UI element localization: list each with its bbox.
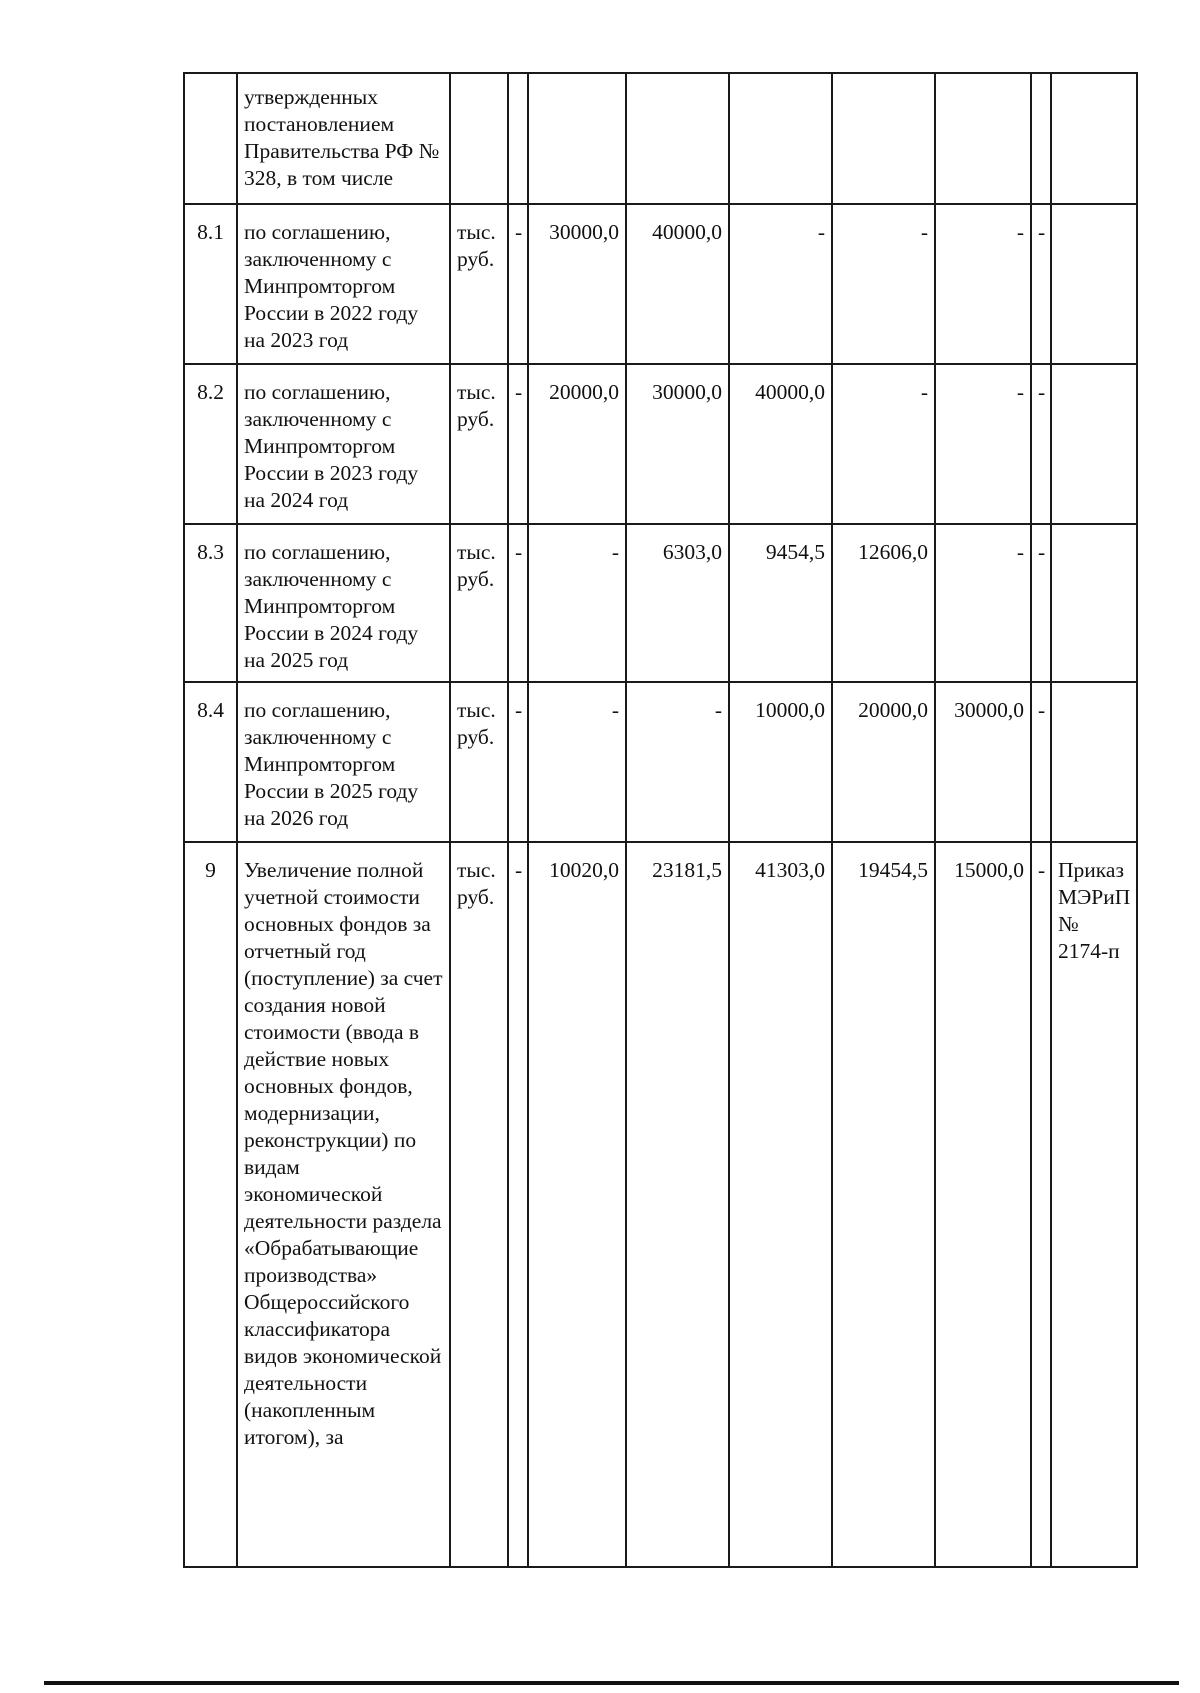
cell-col5: 12606,0 xyxy=(832,524,935,682)
cell-col1: - xyxy=(508,364,528,524)
row-description: Увеличение полной учетной стоимости основных фондов за отчетный год (поступление) за счет создания новой стоимости (ввода в действие новых основных фондов, модернизации, реконструкции) по видам экономической деятельности раздела «Обрабатывающие производства» Общероссийского классификатора видов экономической деятельности (накопленным итогом), за xyxy=(237,842,450,1567)
cell-col2: 30000,0 xyxy=(528,204,626,364)
cell-col5: - xyxy=(832,204,935,364)
row-description: утвержденных постановлением Правительства РФ № 328, в том числе xyxy=(237,73,450,204)
table-row xyxy=(184,524,1137,682)
cell-col1: - xyxy=(508,204,528,364)
cell-col7: - xyxy=(1031,524,1051,682)
row-source xyxy=(1051,682,1137,842)
cell-col6: - xyxy=(935,524,1031,682)
row-unit: тыс. руб. xyxy=(450,524,508,682)
cell-col7: - xyxy=(1031,204,1051,364)
cell-col2: 20000,0 xyxy=(528,364,626,524)
cell-col5: 19454,5 xyxy=(832,842,935,1567)
row-description: по соглашению, заключенному с Минпромторгом России в 2024 году на 2025 год xyxy=(237,524,450,682)
row-index: 8.3 xyxy=(184,524,237,682)
row-description: по соглашению, заключенному с Минпромторгом России в 2022 году на 2023 год xyxy=(237,204,450,364)
page-footer-rule xyxy=(44,1681,1179,1685)
cell-col7 xyxy=(1031,73,1051,204)
row-index: 9 xyxy=(184,842,237,1567)
cell-col6: 30000,0 xyxy=(935,682,1031,842)
cell-col1: - xyxy=(508,842,528,1567)
cell-col4: - xyxy=(729,204,832,364)
row-index xyxy=(184,73,237,204)
row-index: 8.1 xyxy=(184,204,237,364)
row-source xyxy=(1051,204,1137,364)
row-unit: тыс. руб. xyxy=(450,364,508,524)
cell-col2: - xyxy=(528,524,626,682)
cell-col3 xyxy=(626,73,729,204)
indicator-table xyxy=(183,72,1138,1568)
cell-col3: 40000,0 xyxy=(626,204,729,364)
table-row xyxy=(184,682,1137,842)
cell-col4: 41303,0 xyxy=(729,842,832,1567)
cell-col6: - xyxy=(935,364,1031,524)
cell-col7: - xyxy=(1031,682,1051,842)
cell-col5: 20000,0 xyxy=(832,682,935,842)
row-index: 8.4 xyxy=(184,682,237,842)
row-index: 8.2 xyxy=(184,364,237,524)
cell-col5: - xyxy=(832,364,935,524)
table-row xyxy=(184,842,1137,1567)
cell-col1 xyxy=(508,73,528,204)
cell-col1: - xyxy=(508,524,528,682)
cell-col4: 40000,0 xyxy=(729,364,832,524)
cell-col7: - xyxy=(1031,364,1051,524)
row-source xyxy=(1051,364,1137,524)
cell-col3: 6303,0 xyxy=(626,524,729,682)
cell-col7: - xyxy=(1031,842,1051,1567)
cell-col6: 15000,0 xyxy=(935,842,1031,1567)
row-source xyxy=(1051,73,1137,204)
cell-col2 xyxy=(528,73,626,204)
cell-col2: - xyxy=(528,682,626,842)
row-description: по соглашению, заключенному с Минпромторгом России в 2023 году на 2024 год xyxy=(237,364,450,524)
table-row xyxy=(184,204,1137,364)
row-unit: тыс. руб. xyxy=(450,842,508,1567)
row-source xyxy=(1051,524,1137,682)
cell-col3: 30000,0 xyxy=(626,364,729,524)
table-row xyxy=(184,364,1137,524)
row-source: Приказ МЭРиП № 2174-п xyxy=(1051,842,1137,1567)
cell-col3: - xyxy=(626,682,729,842)
cell-col2: 10020,0 xyxy=(528,842,626,1567)
cell-col6: - xyxy=(935,204,1031,364)
table-row xyxy=(184,73,1137,204)
row-description: по соглашению, заключенному с Минпромторгом России в 2025 году на 2026 год xyxy=(237,682,450,842)
cell-col5 xyxy=(832,73,935,204)
cell-col1: - xyxy=(508,682,528,842)
cell-col4: 9454,5 xyxy=(729,524,832,682)
cell-col4 xyxy=(729,73,832,204)
cell-col6 xyxy=(935,73,1031,204)
row-unit: тыс. руб. xyxy=(450,682,508,842)
row-unit: тыс. руб. xyxy=(450,204,508,364)
cell-col4: 10000,0 xyxy=(729,682,832,842)
cell-col3: 23181,5 xyxy=(626,842,729,1567)
row-unit xyxy=(450,73,508,204)
